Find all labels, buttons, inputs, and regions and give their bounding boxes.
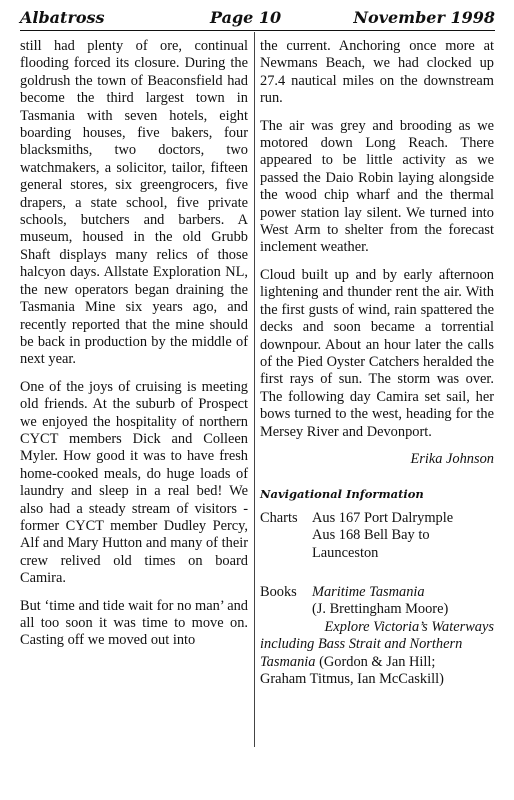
article-paragraph: Cloud built up and by early afternoon lightening and thunder rent the air. With the first gusts of wind, rain spattered the decks and soon became a torrential downpour. About an hour later the calls of the Pied Oyster Catchers heralded the first rays of sun. The storm was over. The following day Camira set sail, her bows turned to the west, heading for the Mersey River and Devonport. bbox=[260, 266, 494, 440]
chart-item: Aus 168 Bell Bay to Launceston bbox=[312, 527, 430, 561]
book-author: (J. Brettingham Moore) bbox=[312, 601, 449, 618]
page-number: Page 10 bbox=[210, 8, 282, 27]
books-row bbox=[260, 584, 494, 601]
article-paragraph: One of the joys of cruising is meeting old friends. At the suburb of Prospect we enjoyed the hospitality of northern CYCT members Dick and Colleen Myler. How good it was to have fresh home-cooked meals, do huge loads of laundry and sleep in a real bed! We also had a steady stream of visitors - former CYCT member Dudley Percy, Alf and Mary Hutton and many of their crew relived old times on board Camira. bbox=[20, 378, 248, 587]
article-paragraph: The air was grey and brooding as we motored down Long Reach. There appeared to be little activity as we passed the Daio Robin laying alongside the wood chip wharf and the thermal power station lay silent. We turned into West Arm to shelter from the forecast inclement weather. bbox=[260, 117, 494, 256]
author-signature: Erika Johnson bbox=[410, 450, 494, 467]
book-title: Explore Victoria’s Waterways bbox=[324, 618, 494, 635]
left-column bbox=[20, 38, 248, 660]
article-paragraph: But ‘time and tide wait for no man’ and all too soon it was time to move on. Casting off we moved out into bbox=[20, 597, 248, 649]
book-title-continued: including Bass Strait and Northern bbox=[260, 636, 463, 653]
charts-label: Charts bbox=[260, 509, 298, 526]
column-divider bbox=[254, 32, 255, 747]
article-paragraph: the current. Anchoring once more at Newmans Beach, we had clocked up 27.4 nautical miles on the downstream run. bbox=[260, 38, 494, 107]
book-title: Maritime Tasmania bbox=[312, 583, 425, 600]
book-title-and-authors: Tasmania (Gordon & Jan Hill; bbox=[260, 653, 436, 670]
chart-item: Aus 167 Port Dalrymple bbox=[312, 509, 454, 526]
issue-date: November 1998 bbox=[353, 8, 495, 27]
book-authors: Graham Titmus, Ian McCaskill) bbox=[260, 671, 444, 687]
books-label: Books bbox=[260, 583, 297, 600]
book-authors: (Gordon & Jan Hill; bbox=[319, 653, 436, 670]
page-header bbox=[20, 5, 495, 29]
article-paragraph: still had plenty of ore, continual flooding forced its closure. During the goldrush the town of Beaconsfield had become the third largest town in Tasmania with seven hotels, eight boarding houses, five bakers, four blacksmiths, two doctors, two watchmakers, a solicitor, tailor, fifteen general stores, six greengrocers, five drapers, a state school, five private schools, butchers and barbers. A museum, housed in the old Grubb Shaft displays many relics of those halcyon days. Allstate Exploration NL, the new operators began draining the Tasmania Mine six years ago, and recently reported that the mine should be back in production by the middle of next year. bbox=[20, 38, 248, 368]
charts-row bbox=[260, 510, 494, 562]
newsletter-name: Albatross bbox=[20, 8, 105, 27]
header-rule bbox=[20, 30, 495, 31]
charts-list bbox=[312, 510, 494, 562]
navigation-info-heading: Navigational Information bbox=[260, 487, 424, 502]
right-column bbox=[260, 38, 494, 688]
